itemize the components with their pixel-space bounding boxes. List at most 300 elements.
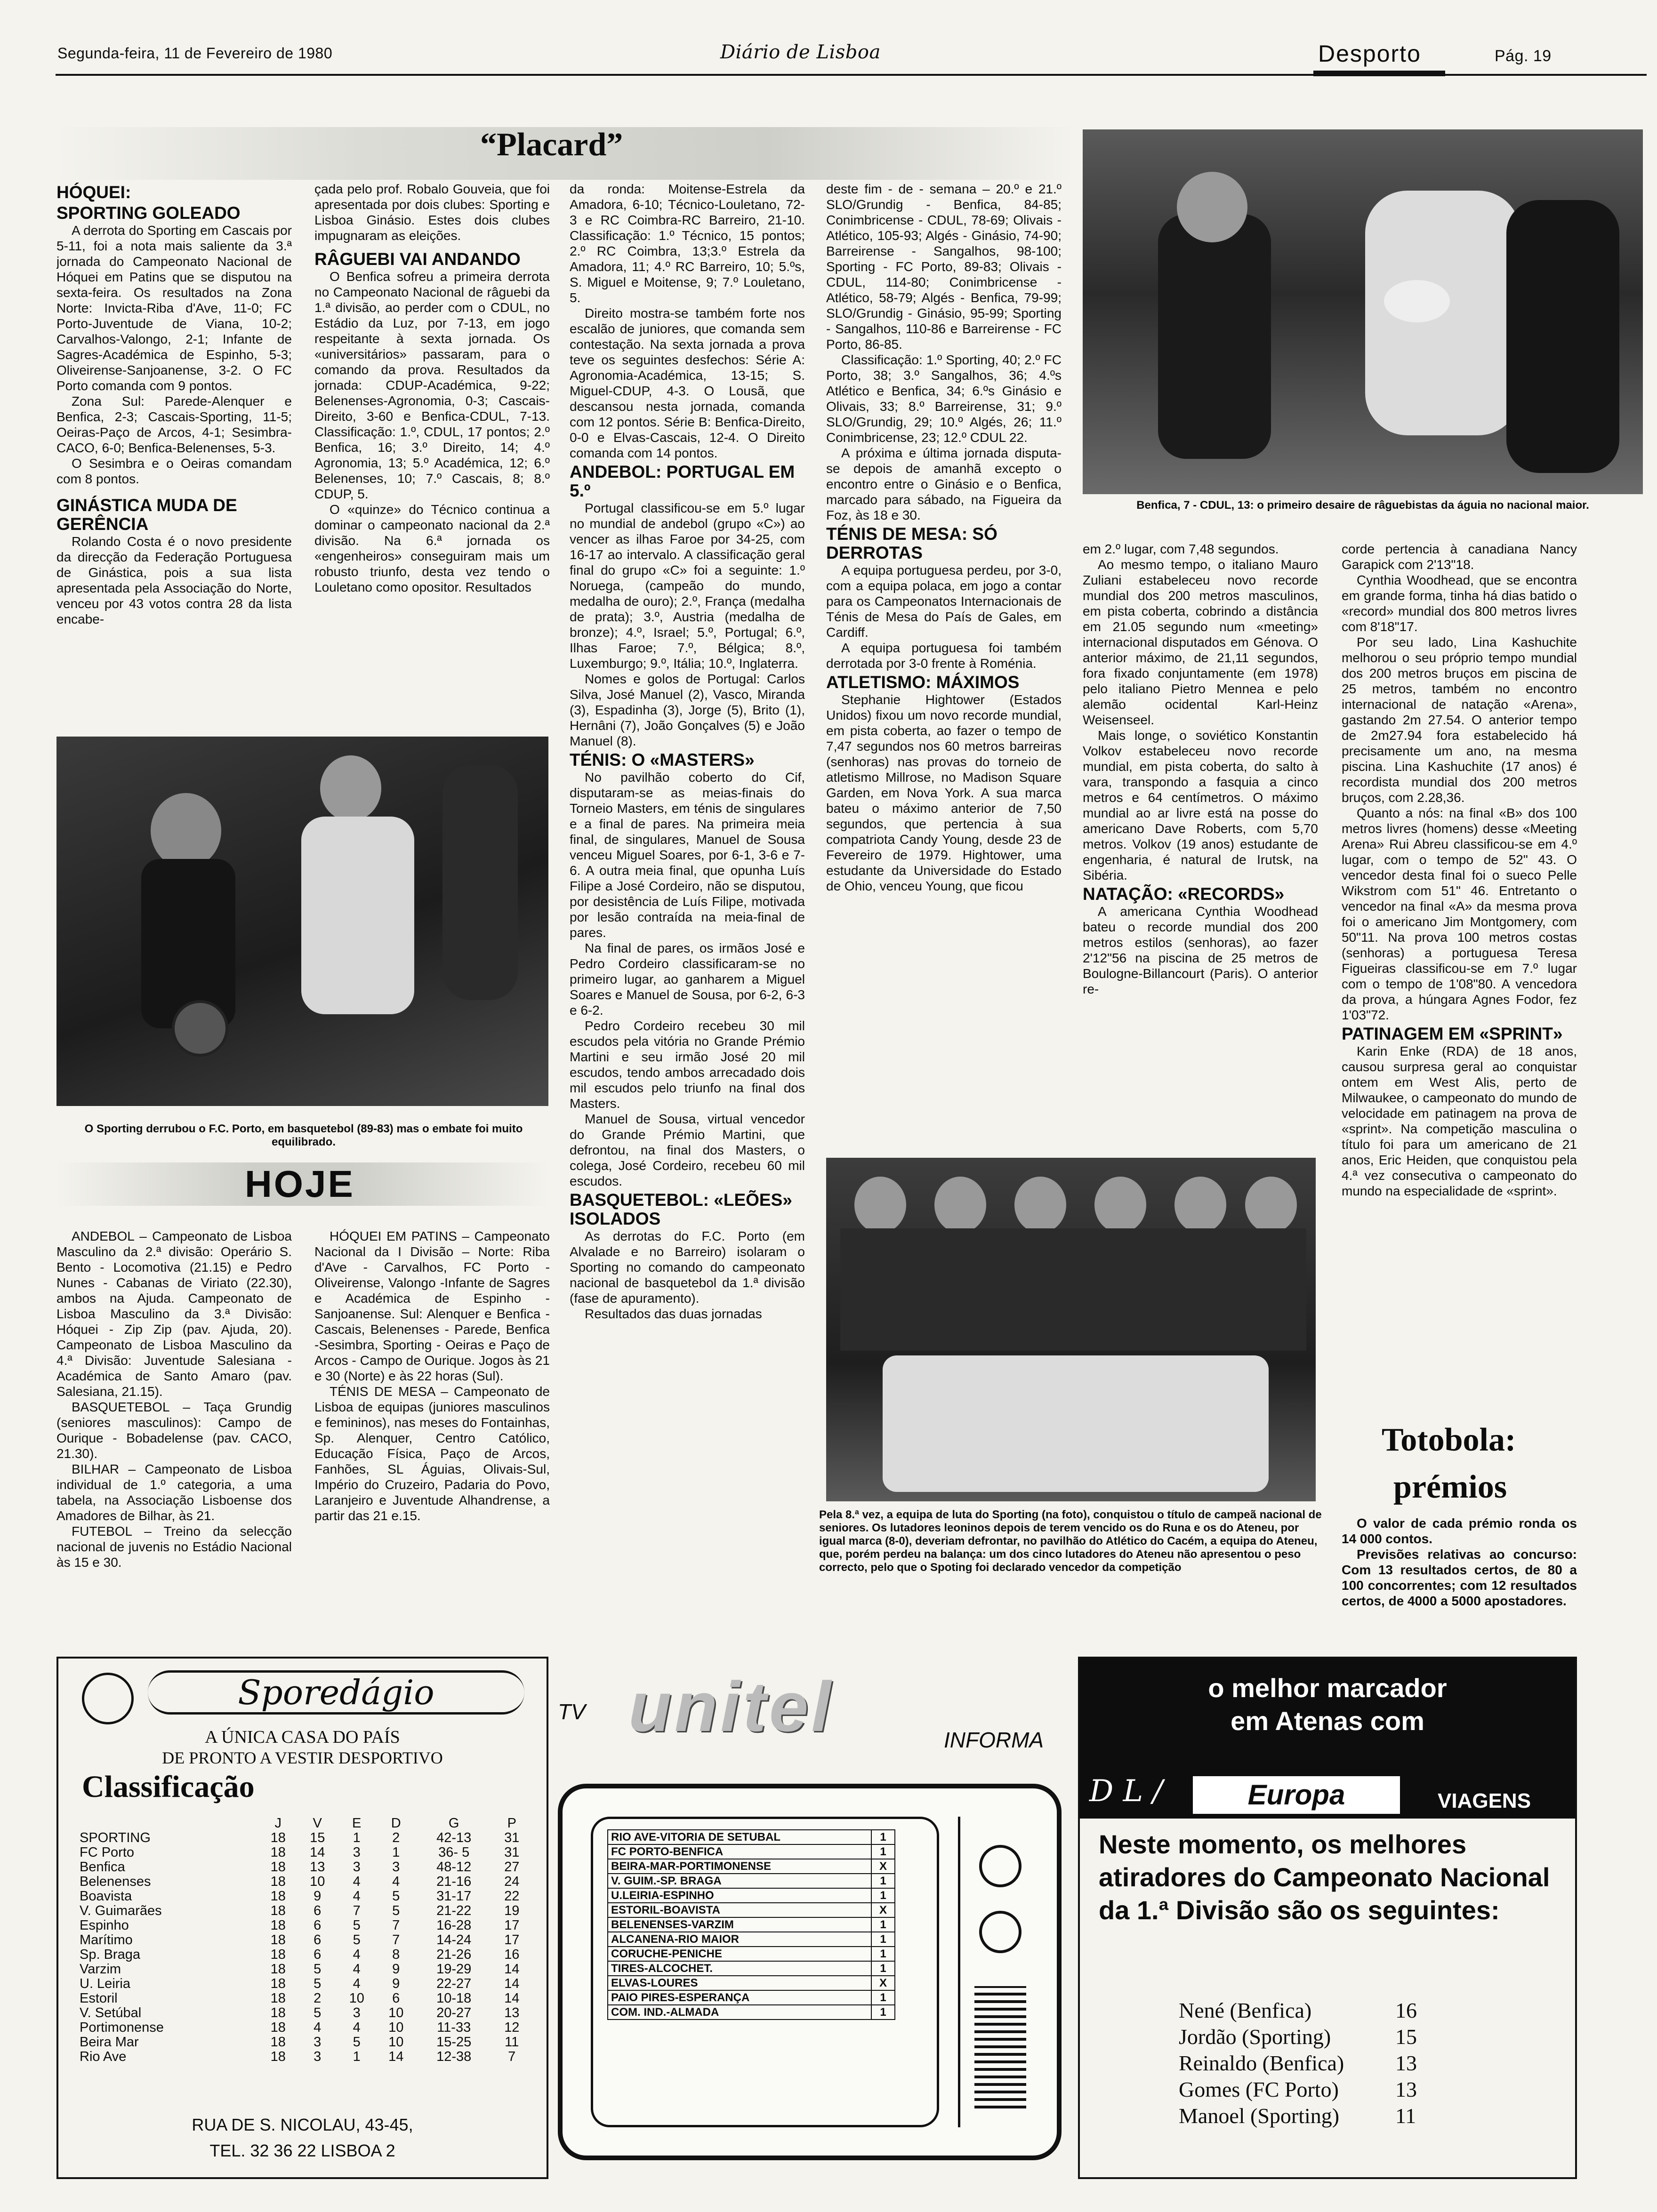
losses: 10: [388, 2005, 404, 2020]
team-name: Sp. Braga: [80, 1947, 140, 1962]
hoje-item: FUTEBOL – Treino da selecção nacional de juvenis no Estádio Nacional às 15 e 30.: [56, 1524, 292, 1570]
totobola-text: [1342, 1515, 1577, 1633]
points: 11: [505, 2035, 519, 2050]
losses: 3: [392, 1859, 400, 1875]
table-row: [608, 1961, 895, 1976]
europa-line2: em Atenas com: [1231, 1706, 1424, 1736]
table-row: [608, 1859, 895, 1874]
losses: 9: [392, 1976, 400, 1991]
goals: 14-24: [436, 1932, 472, 1948]
ad-sporedagio: [56, 1657, 548, 2179]
scorer-name: Reinaldo (Benfica): [1179, 2051, 1344, 2075]
player-figure: [1506, 200, 1619, 473]
sporedagio-logo: Sporedágio: [148, 1670, 524, 1715]
article-paragraph: em 2.º lugar, com 7,48 segundos.: [1083, 542, 1279, 556]
pools-result: X: [871, 1976, 895, 1990]
points: 17: [504, 1918, 520, 1933]
ad-unitel: [553, 1657, 1069, 2179]
table-row: [608, 1830, 895, 1844]
games-played: 18: [270, 1874, 286, 1889]
points: 12: [504, 2020, 520, 2035]
classification-title: Classificação: [82, 1770, 255, 1804]
article-paragraph: corde pertencia à canadiana Nancy Garapick com 2'13"18.: [1342, 542, 1577, 572]
column-header: V: [313, 1816, 322, 1831]
totobola-title: Totobola:: [1382, 1422, 1516, 1458]
games-played: 18: [270, 1845, 286, 1860]
pools-result: X: [871, 1859, 895, 1874]
tv-set-frame: [558, 1784, 1062, 2160]
table-row: [608, 2005, 895, 2020]
draws: 5: [353, 1918, 361, 1933]
losses: 8: [392, 1947, 400, 1962]
draws: 3: [353, 1859, 361, 1875]
points: 14: [504, 1991, 520, 2006]
table-row: [80, 1948, 531, 1962]
draws: 4: [353, 1947, 361, 1962]
losses: 7: [392, 1932, 400, 1948]
team-column-header: [80, 1816, 258, 1831]
draws: 1: [353, 1830, 361, 1845]
article-paragraph: Stephanie Hightower (Estados Unidos) fixou um novo recorde mundial, em pista coberta, ao fazer o tempo de 7,47 segundos nos 60 metros barreiras (senhoras) nas provas do torneio de atletismo Millrose, no Madison Square Garden, em Nova York. A sua marca bateu o máximo anterior de 7,50 segundos, que pertencia à sua compatriota Candy Young, desde 23 de Fevereiro de 1979. Hightower, uma estudante da Universidade do Estado de Ohio, venceu Young, que ficou: [826, 692, 1062, 893]
games-played: 18: [270, 1830, 286, 1845]
losses: 10: [388, 2035, 404, 2050]
column-header: G: [448, 1816, 459, 1831]
draws: 4: [353, 2020, 361, 2035]
pools-result: 1: [871, 1947, 895, 1961]
article-paragraph: Classificação: 1.º Sporting, 40; 2.º FC Porto, 38; 3.º Sangalhos, 36; 4.ºs Atlético e Benfica, 34; 6.ºs Ginásio e Olivais, 33; 8.º Barreirense, 31; 9.º SLO/Grundig, 29; 10.º Algés, 26; 11.º Conimbricense, 23; 12.º CDUL 22.: [826, 353, 1062, 445]
goals: 21-26: [436, 1947, 472, 1962]
team-name: Beira Mar: [80, 2035, 139, 2050]
tv-speaker: [974, 1986, 1026, 2108]
points: 19: [504, 1903, 520, 1918]
article-paragraph: Ao mesmo tempo, o italiano Mauro Zuliani estabeleceu novo recorde mundial dos 200 metros masculinos, em pista coberta, cobrindo a distância em 21.05 segundo num «meeting» internacional disputados em Génova. O anterior máximo, de 21,11 segundos, fora fixado conjuntamente (em 1978) pelo italiano Pietro Mennea e pelo alemão ocidental Karl-Heinz Weisenseel.: [1083, 557, 1318, 727]
team-name: Belenenses: [80, 1874, 151, 1889]
article-paragraph: As derrotas do F.C. Porto (em Alvalade e no Barreiro) isolaram o Sporting no comando do campeonato nacional de basquetebol da 1.ª divisão (fase de apuramento).: [570, 1229, 805, 1306]
hoje-item: BILHAR – Campeonato de Lisboa individual de 1.º categoria, a uma tabela, na Associação Lisboense dos Amadores de Bilhar, às 21.: [56, 1462, 292, 1523]
team-name: Boavista: [80, 1889, 132, 1904]
pools-result: 1: [871, 1917, 895, 1932]
games-played: 18: [270, 1991, 286, 2006]
team-name: Marítimo: [80, 1932, 133, 1948]
goals: 31-17: [436, 1889, 472, 1904]
wins: 10: [310, 1874, 325, 1889]
draws: 1: [353, 2049, 361, 2064]
article-paragraph: Zona Sul: Parede-Alenquer e Benfica, 2-3; Cascais-Sporting, 11-5; Oeiras-Paço de Arcos, 4-1; Sesimbra-CACO, 6-0; Benfica-Belenenses, 5-3.: [56, 394, 292, 455]
article-paragraph: O «quinze» do Técnico continua a dominar o campeonato nacional da 2.ª divisão. Na 6.ª jornada os «engenheiros» conseguiram mais um robusto triunfo, desta vez tendo o Louletano como opositor. Resultados: [314, 502, 550, 594]
goals: 21-16: [436, 1874, 472, 1889]
tv-knob: [979, 1911, 1022, 1953]
column-header: P: [507, 1816, 516, 1831]
table-row: [80, 1889, 531, 1904]
wrestling-team-photo: [826, 1158, 1316, 1501]
table-row: [80, 1831, 531, 1845]
league-table: [80, 1816, 531, 2064]
team-row-back: [840, 1228, 1306, 1351]
losses: 6: [392, 1991, 400, 2006]
draws: 3: [353, 2005, 361, 2020]
tv-label: TV: [558, 1699, 586, 1724]
goals: 16-28: [436, 1918, 472, 1933]
table-row: [608, 1990, 895, 2005]
wins: 13: [310, 1859, 325, 1875]
goals: 12-38: [436, 2049, 472, 2064]
draws: 4: [353, 1874, 361, 1889]
table-row: [80, 1977, 531, 1991]
article-paragraph: O Benfica sofreu a primeira derrota no Campeonato Nacional de râguebi da 1.ª divisão, ao perder com o CDUL, no Estádio da Luz, por 7-13, em jogo respeitante à sexta jornada. Os «universitários» passaram, para o comando da prova. Resultados da jornada: CDUP-Académica, 9-22; Belenenses-Agronomia, 0-3; Cascais-Direito, 3-60 e Benfica-CDUL, 7-13. Classificação: 1.º, CDUL, 17 pontos; 2.º Benfica, 16; 3.º Direito, 14; 4.º Agronomia, 13; 5.º Académica, 12; 6.º Belenenses, 10; 7.º Cascais, 8; 8.º CDUP, 5.: [314, 269, 550, 501]
athlete-figure: [1094, 1177, 1146, 1233]
team-name: V. Setúbal: [80, 2005, 142, 2020]
wins: 5: [314, 1962, 322, 1977]
losses: 7: [392, 1918, 400, 1933]
article-paragraph: O Sesimbra e o Oeiras comandam com 8 pontos.: [56, 456, 292, 486]
informa-label: INFORMA: [944, 1728, 1044, 1752]
article-paragraph: Pedro Cordeiro recebeu 30 mil escudos pela vitória no Grande Prémio Martini e seu irmão José 20 mil escudos, tendo ambos arrecadado dois mil escudos pelo triunfo na final dos Masters.: [570, 1018, 805, 1111]
basketball-photo: [56, 737, 548, 1106]
scorer-name: Nené (Benfica): [1179, 1998, 1312, 2022]
team-name: Benfica: [80, 1859, 125, 1875]
table-row: [80, 1918, 531, 1933]
pools-match: COM. IND.-ALMADA: [608, 2005, 871, 2020]
column-header: J: [274, 1816, 282, 1831]
player-figure: [301, 817, 414, 1014]
article-paragraph: Mais longe, o soviético Konstantin Volkov estabeleceu novo recorde mundial, em pista coberta, do salto à vara, transpondo a fasquia a cinco metros e 64 centímetros. O máximo mundial ao ar livre está na posse do americano Dave Roberts, com 5,70 metros. Volkov (19 anos) estudante de engenharia, é natural de Irutsk, na Sibéria.: [1083, 728, 1318, 882]
section-underline: [1313, 71, 1445, 76]
draws: 4: [353, 1976, 361, 1991]
tv-knob: [979, 1845, 1022, 1887]
pools-table: [607, 1829, 895, 2020]
team-name: Portimonense: [80, 2020, 164, 2035]
article-paragraph: Karin Enke (RDA) de 18 anos, causou surpresa geral ao conquistar ontem em West Alis, perto de Milwaukee, o campeonato do mundo de velocidade em patinagem na prova de «sprint». Na competição masculina o título foi para um americano de 21 anos, Eric Heiden, que conquistou pela 4.ª vez consecutiva o campeonato do mundo na especialidade de «sprint».: [1342, 1044, 1577, 1198]
column-natacao-patinagem: [1342, 541, 1577, 1374]
wins: 9: [314, 1889, 322, 1904]
points: 22: [504, 1889, 520, 1904]
list-item: [1179, 1997, 1417, 2024]
games-played: 18: [270, 1962, 286, 1977]
totobola-paragraph: Previsões relativas ao concurso: Com 13 resultados certos, de 80 a 100 concorrentes; com 12 resultados certos, de 4000 a 5000 apostadores.: [1342, 1547, 1577, 1608]
player-figure: [151, 793, 221, 868]
masthead: Diário de Lisboa: [720, 41, 881, 63]
pools-match: FC PORTO-BENFICA: [608, 1844, 871, 1859]
table-row: [80, 1933, 531, 1948]
article-paragraph: A equipa portuguesa perdeu, por 3-0, com a equipa polaca, em jogo a contar para os Campeonatos Internacionais de Ténis de Mesa do País de Gales, em Cardiff.: [826, 563, 1062, 640]
sporedagio-line2: DE PRONTO A VESTIR DESPORTIVO: [162, 1748, 443, 1767]
team-name: SPORTING: [80, 1830, 151, 1845]
wins: 6: [314, 1903, 322, 1918]
table-row: [80, 2020, 531, 2035]
totobola-subtitle: prémios: [1393, 1469, 1507, 1505]
europa-line1: o melhor marcador: [1208, 1673, 1447, 1703]
article-paragraph: Direito mostra-se também forte nos escalão de juniores, que comanda sem contestação. Na sexta jornada a prova teve os seguintes desfechos: Série A: Agronomia-Académica, 13-15; S. Miguel-CDUP, 4-3. O Lousã, que descansou nesta jornada, comanda com 12 pontos. Série B: Benfica-Direito, 0-0 e Elvas-Cascais, 12-4. O Direito comanda com 14 pontos.: [570, 306, 805, 460]
table-row: [80, 2006, 531, 2020]
table-row: [80, 1875, 531, 1889]
sporedagio-address: RUA DE S. NICOLAU, 43-45,: [192, 2115, 413, 2134]
scorer-goals: 11: [1395, 2104, 1416, 2128]
headline-hoquei: HÓQUEI:: [56, 183, 131, 202]
wins: 6: [314, 1932, 322, 1948]
points: 14: [504, 1962, 520, 1977]
article-paragraph: Manuel de Sousa, virtual vencedor do Grande Prémio Martini, que defrontou, na final dos Masters, o colega, José Cordeiro, recebeu 60 mil escudos.: [570, 1112, 805, 1188]
games-played: 18: [270, 2035, 286, 2050]
goals: 10-18: [436, 1991, 472, 2006]
article-paragraph: A equipa portuguesa foi também derrotada por 3-0 frente à Roménia.: [826, 641, 1062, 671]
tv-control-panel: [958, 1817, 1038, 2127]
table-row: [608, 1844, 895, 1859]
article-paragraph: A derrota do Sporting em Cascais por 5-11, foi a nota mais saliente da 3.ª jornada do Campeonato Nacional de Hóquei em Patins que se disputou na sexta-feira. Os resultados na Zona Norte: Invicta-Riba d'Ave, 11-0; FC Porto-Juventude de Viana, 10-2; Carvalhos-Valongo, 2-1; Infante de Sagres-Académica de Espinho, 5-3; Oliveirense-Sanjoanense, 3-2. O FC Porto comanda com 9 pontos.: [56, 223, 292, 393]
losses: 2: [392, 1830, 400, 1845]
table-row: [80, 1962, 531, 1977]
games-played: 18: [270, 1932, 286, 1948]
draws: 10: [349, 1991, 364, 2006]
draws: 7: [353, 1903, 361, 1918]
pools-match: TIRES-ALCOCHET.: [608, 1961, 871, 1976]
team-name: V. Guimarães: [80, 1903, 162, 1918]
team-row-front: [883, 1355, 1269, 1492]
scorers-table: [1179, 1997, 1417, 2129]
column-raguebi: [314, 181, 550, 726]
wins: 14: [310, 1845, 325, 1860]
team-name: U. Leiria: [80, 1976, 130, 1991]
table-row: [608, 1917, 895, 1932]
team-name: Estoril: [80, 1991, 118, 2006]
table-row: [608, 1888, 895, 1903]
scorer-goals: 13: [1395, 2051, 1417, 2075]
athlete-figure: [1174, 1177, 1226, 1233]
list-item: [1179, 2024, 1417, 2050]
column-atletismo-natacao: [1083, 541, 1318, 1158]
points: 13: [504, 2005, 520, 2020]
placard-title: “Placard”: [480, 127, 623, 163]
article-paragraph: Portugal classificou-se em 5.º lugar no mundial de andebol (grupo «C») ao vencer as ilhas Faroe por 34-25, com 16-17 ao intervalo. A classificação geral final do grupo «C» foi a seguinte: 1.º Noruega, (campeão do mundo, medalha de ouro); 2.º, França (medalha de prata); 3.º, Austria (medalha de bronze); 4.º, Israel; 5.º, Portugal; 6.º, Ilhas Faroe; 7.º, Bélgica; 8.º, Luxemburgo; 9.º, Itália; 10.º, Inglaterra.: [570, 501, 805, 671]
team-name: Varzim: [80, 1962, 121, 1977]
draws: 4: [353, 1889, 361, 1904]
goals: 21-22: [436, 1903, 472, 1918]
table-row: [80, 2050, 531, 2064]
points: 16: [504, 1947, 520, 1962]
draws: 5: [353, 1932, 361, 1948]
article-paragraph: çada pelo prof. Robalo Gouveia, que foi apresentada por dois clubes: Sporting e Lisboa Ginásio. Estes dois clubes impugnaram as eleições.: [314, 182, 550, 243]
scorer-name: Gomes (FC Porto): [1179, 2077, 1339, 2101]
goals: 19-29: [436, 1962, 472, 1977]
column-andebol-tenis: [570, 181, 805, 1633]
headline-andebol: ANDEBOL: PORTUGAL EM 5.º: [570, 462, 795, 500]
article-paragraph: Na final de pares, os irmãos José e Pedro Cordeiro classificaram-se no primeiro lugar, ao ganharem a Miguel Soares e Manuel de Sousa, por 6-2, 6-3 e 6-2.: [570, 941, 805, 1018]
headline-ginastica: GINÁSTICA MUDA DE GERÊNCIA: [56, 496, 237, 534]
column-hoquei: [56, 181, 292, 726]
losses: 10: [388, 2020, 404, 2035]
rugby-ball: [1384, 280, 1450, 322]
headline-tenis-mesa: TÉNIS DE MESA: SÓ DERROTAS: [826, 524, 997, 562]
headline-patinagem: PATINAGEM EM «SPRINT»: [1342, 1024, 1563, 1043]
list-item: [1179, 2103, 1417, 2129]
points: 14: [504, 1976, 520, 1991]
page-number: Pág. 19: [1495, 47, 1552, 65]
losses: 14: [388, 2049, 404, 2064]
games-played: 18: [270, 1947, 286, 1962]
wins: 2: [314, 1991, 322, 2006]
table-row: [80, 1845, 531, 1860]
league-table-header: [80, 1816, 531, 1831]
team-name: Rio Ave: [80, 2049, 127, 2064]
pools-match: ALCANENA-RIO MAIOR: [608, 1932, 871, 1947]
player-figure: [442, 765, 518, 1000]
table-row: [80, 1991, 531, 2006]
sporedagio-line1: A ÚNICA CASA DO PAÍS: [205, 1727, 400, 1747]
goals: 48-12: [436, 1859, 472, 1875]
unitel-brand: unitel: [628, 1667, 834, 1746]
points: 27: [504, 1859, 520, 1875]
table-row: [608, 1903, 895, 1917]
scorer-name: Jordão (Sporting): [1179, 2025, 1331, 2049]
points: 7: [508, 2049, 516, 2064]
games-played: 18: [270, 2049, 286, 2064]
athlete-figure: [854, 1177, 906, 1233]
table-row: [608, 1932, 895, 1947]
scorer-goals: 16: [1395, 1998, 1417, 2022]
losses: 5: [392, 1903, 400, 1918]
goals: 11-33: [437, 2020, 471, 2035]
losses: 5: [392, 1889, 400, 1904]
table-row: [80, 1904, 531, 1918]
pools-match: BEIRA-MAR-PORTIMONENSE: [608, 1859, 871, 1874]
table-row: [608, 1874, 895, 1888]
pools-result: 1: [871, 1961, 895, 1976]
wins: 4: [314, 2020, 322, 2035]
hoje-item: BASQUETEBOL – Taça Grundig (seniores masculinos): Campo de Ourique - Bobadelense (pav. CACO, 21.30).: [56, 1400, 292, 1461]
pools-result: 1: [871, 2005, 895, 2020]
headline-basquetebol: BASQUETEBOL: «LEÕES» ISOLADOS: [570, 1190, 792, 1228]
wins: 5: [314, 1976, 322, 1991]
article-paragraph: Rolando Costa é o novo presidente da direcção da Federação Portuguesa de Ginástica, pois a sua lista apresentada pela Associação do Norte, venceu por 43 votos contra 28 da lista encabe-: [56, 534, 292, 626]
tennis-ball-icon: [82, 1673, 134, 1724]
goals: 36- 5: [438, 1845, 470, 1860]
europa-logo: Europa: [1193, 1776, 1400, 1814]
hoje-item: HÓQUEI EM PATINS – Campeonato Nacional da I Divisão – Norte: Riba d'Ave - Carvalhos, FC Porto - Oliveirense, Valongo -Infante de Sagres e Académica de Espinho - Sanjoanense. Sul: Alenquer e Benfica - Cascais, Belenenses - Parede, Benfica -Sesimbra, Sporting - Oeiras e Paço de Arcos - Campo de Ourique. Jogos às 21 e 30 (Norte) e às 22 horas (Sul).: [314, 1229, 550, 1383]
wins: 3: [314, 2035, 322, 2050]
wrestling-caption: Pela 8.ª vez, a equipa de luta do Sporting (na foto), conquistou o título de campeã nacional de seniores. Os lutadores leoninos depois de terem vencido os do Runa e os do Ateneu, por igual marca (8-0), deveriam defrontar, no pavilhão do Atlético do Cacém, a equipa do Ateneu, que, porém perdeu na balança: um dos cinco lutadores do Ateneu não apresentou o peso correcto, pelo que o Spoting foi declarado vencedor da competição: [819, 1508, 1322, 1574]
games-played: 18: [270, 2005, 286, 2020]
tv-screen: [591, 1817, 939, 2127]
rugby-caption: Benfica, 7 - CDUL, 13: o primeiro desaire de râguebistas da águia no nacional maior.: [1136, 499, 1589, 512]
article-paragraph: deste fim - de - semana – 20.º e 21.º SLO/Grundig - Benfica, 84-85; Conimbricense - CDUL, 78-69; Olivais - Atlético, 105-93; Algés - Ginásio, 74-90; Barreirense - Sangalhos, 98-100; Sporting - FC Porto, 89-83; Olivais - CDUL, 114-80; Conimbricense - Atlético, 58-79; Algés - Benfica, 79-99; SLO/Grundig - Ginásio, 95-99; Sporting - Sangalhos, 110-86 e Barreirense - FC Porto, 86-85.: [826, 182, 1062, 352]
pools-result: 1: [871, 1830, 895, 1844]
table-row: [80, 1860, 531, 1875]
player-figure: [1158, 214, 1271, 459]
article-paragraph: Nomes e golos de Portugal: Carlos Silva, José Manuel (2), Vasco, Miranda (3), Espadinha (3), Jorge (5), Brito (1), Hernâni (7), João Gonçalves (5) e João Manuel (8).: [570, 672, 805, 748]
pools-result: 1: [871, 1844, 895, 1859]
europa-headline: Neste momento, os melhores atiradores do Campeonato Nacional da 1.ª Divisão são os seguintes:: [1099, 1829, 1550, 1925]
pools-match: ESTORIL-BOAVISTA: [608, 1903, 871, 1917]
goals: 22-27: [436, 1976, 472, 1991]
column-header: E: [352, 1816, 362, 1831]
viagens-label: VIAGENS: [1438, 1789, 1531, 1812]
hoje-column-left: [56, 1228, 292, 1633]
pools-match: ELVAS-LOURES: [608, 1976, 871, 1990]
headline-sporting-goleado: SPORTING GOLEADO: [56, 203, 241, 223]
pools-match: CORUCHE-PENICHE: [608, 1947, 871, 1961]
wins: 15: [310, 1830, 325, 1845]
issue-date: Segunda-feira, 11 de Fevereiro de 1980: [57, 45, 333, 62]
points: 31: [504, 1830, 520, 1845]
draws: 4: [353, 1962, 361, 1977]
athlete-figure: [1245, 1177, 1297, 1233]
goals: 15-25: [436, 2035, 472, 2050]
games-played: 18: [270, 1889, 286, 1904]
hoje-column-right: [314, 1228, 550, 1633]
scorer-name: Manoel (Sporting): [1179, 2104, 1340, 2128]
rugby-photo: [1083, 129, 1643, 494]
basketball: [172, 1000, 228, 1057]
pools-result: X: [871, 1903, 895, 1917]
athlete-figure: [934, 1177, 986, 1233]
article-paragraph: Resultados das duas jornadas: [585, 1306, 762, 1321]
points: 24: [504, 1874, 520, 1889]
column-basquete-atletismo: [826, 181, 1062, 1160]
article-paragraph: da ronda: Moitense-Estrela da Amadora, 6-10; Técnico-Louletano, 72-3 e RC Coimbra-RC Barreiro, 21-10. Classificação: 1.º Técnico, 15 pontos; 2.º RC Coimbra, 13;3.º Estrela da Amadora, 11; 4.º RC Barreiro, 10; 5.ºs, S. Miguel e Moitense, 9; 7.º Louletano, 5.: [570, 182, 805, 305]
wins: 3: [314, 2049, 322, 2064]
totobola-paragraph: O valor de cada prémio ronda os 14 000 contos.: [1342, 1516, 1577, 1546]
losses: 9: [392, 1962, 400, 1977]
draws: 3: [353, 1845, 361, 1860]
article-paragraph: Cynthia Woodhead, que se encontra em grande forma, tinha há dias batido o «record» mundial dos 800 metros livres com 8'18"17.: [1342, 573, 1577, 634]
hoje-title: HOJE: [245, 1163, 355, 1205]
dl-logo: D L /: [1089, 1774, 1163, 1809]
losses: 4: [392, 1874, 400, 1889]
games-played: 18: [270, 2020, 286, 2035]
games-played: 18: [270, 1918, 286, 1933]
list-item: [1179, 2050, 1417, 2076]
goals: 42-13: [436, 1830, 472, 1845]
pools-result: 1: [871, 1874, 895, 1888]
pools-result: 1: [871, 1990, 895, 2005]
table-row: [608, 1976, 895, 1990]
wins: 6: [314, 1947, 322, 1962]
player-figure: [320, 755, 381, 821]
pools-match: U.LEIRIA-ESPINHO: [608, 1888, 871, 1903]
games-played: 18: [270, 1976, 286, 1991]
wins: 5: [314, 2005, 322, 2020]
pools-match: V. GUIM.-SP. BRAGA: [608, 1874, 871, 1888]
headline-atletismo: ATLETISMO: MÁXIMOS: [826, 673, 1020, 692]
sporedagio-phone: TEL. 32 36 22 LISBOA 2: [209, 2141, 395, 2160]
article-paragraph: Por seu lado, Lina Kashuchite melhorou o seu próprio tempo mundial dos 200 metros bruços em piscina de 25 metros, também no encontro internacional de natação «Arena», gastando 2m 27.54. O anterior tempo de 2m27.94 fora estabelecido há precisamente um ano, na mesma piscina. Lina Kashuchite (17 anos) é recordista mundial dos 200 metros bruços, com 2.28,36.: [1342, 635, 1577, 805]
table-row: [80, 2035, 531, 2050]
team-name: Espinho: [80, 1918, 129, 1933]
points: 31: [504, 1845, 520, 1860]
games-played: 18: [270, 1903, 286, 1918]
games-played: 18: [270, 1859, 286, 1875]
column-header: D: [391, 1816, 401, 1831]
pools-result: 1: [871, 1888, 895, 1903]
pools-match: PAIO PIRES-ESPERANÇA: [608, 1990, 871, 2005]
section-name: Desporto: [1318, 40, 1421, 67]
article-paragraph: A próxima e última jornada disputa-se depois de amanhã excepto o encontro entre o Ginásio e o Benfica, marcado para sábado, na Figueira da Foz, às 18 e 30.: [826, 446, 1062, 522]
points: 17: [504, 1932, 520, 1948]
article-paragraph: Quanto a nós: na final «B» dos 100 metros livres (homens) desse «Meeting Arena» Rui Abreu classificou-se em 4.º lugar, com o tempo de 52" 43. O vencedor desta final foi o sueco Pelle Wikstrom com 51" 46. Entretanto o vencedor na final «A» da mesma prova foi o americano Jim Montgomery, com 50"11. Na prova 100 metros costas (senhoras) a portuguesa Teresa Figueiras classificou-se em 7.º lugar com o tempo de 1'08"80. A vencedora da prova, a húngara Agnes Fodor, fez 1'03"72.: [1342, 806, 1577, 1022]
headline-tenis: TÉNIS: O «MASTERS»: [570, 750, 755, 769]
article-paragraph: No pavilhão coberto do Cif, disputaram-se as meias-finais do Torneio Masters, em ténis de singulares e a final de pares. Na primeira meia final, de singulares, Manuel de Sousa venceu Miguel Soares, por 6-1, 3-6 e 7-6. A outra meia final, que opunha Luís Filipe a José Cordeiro, não se disputou, por desistência de Luís Filipe, motivada por lesão contraída na meia-final de pares.: [570, 770, 805, 940]
pools-result: 1: [871, 1932, 895, 1947]
headline-raguebi: RÂGUEBI VAI ANDANDO: [314, 249, 521, 269]
scorer-goals: 15: [1395, 2025, 1417, 2049]
basketball-caption: O Sporting derrubou o F.C. Porto, em basquetebol (89-83) mas o embate foi muito equilibrado.: [84, 1122, 523, 1148]
list-item: [1179, 2076, 1417, 2103]
ad-europa: [1078, 1657, 1577, 2179]
hoje-item: ANDEBOL – Campeonato de Lisboa Masculino da 2.ª divisão: Operário S. Bento - Locomotiva (21.15) e Pedro Nunes - Cabanas de Viriato (22.30), ambos na Ajuda. Campeonato de Lisboa Masculino da 3.ª Divisão: Hóquei - Zip Zip (pav. Ajuda, 20). Campeonato de Lisboa Masculino da 4.ª Divisão: Juventude Salesiana - Académica de Santo Amaro (pav. Salesiana, 21.15).: [56, 1229, 292, 1399]
headline-natacao: NATAÇÃO: «RECORDS»: [1083, 884, 1285, 904]
losses: 1: [392, 1845, 400, 1860]
goals: 20-27: [436, 2005, 472, 2020]
hoje-item: TÉNIS DE MESA – Campeonato de Lisboa de equipas (juniores masculinos e femininos), nas meses do Fontainhas, Sp. Alenquer, Centro Católico, Educação Física, Paço de Arcos, Fanhões, SL Águias, Olivais-Sul, Império do Cruzeiro, Padaria do Povo, Laranjeiro e Juventude Alhandrense, a partir das 21 e.15.: [314, 1384, 550, 1523]
